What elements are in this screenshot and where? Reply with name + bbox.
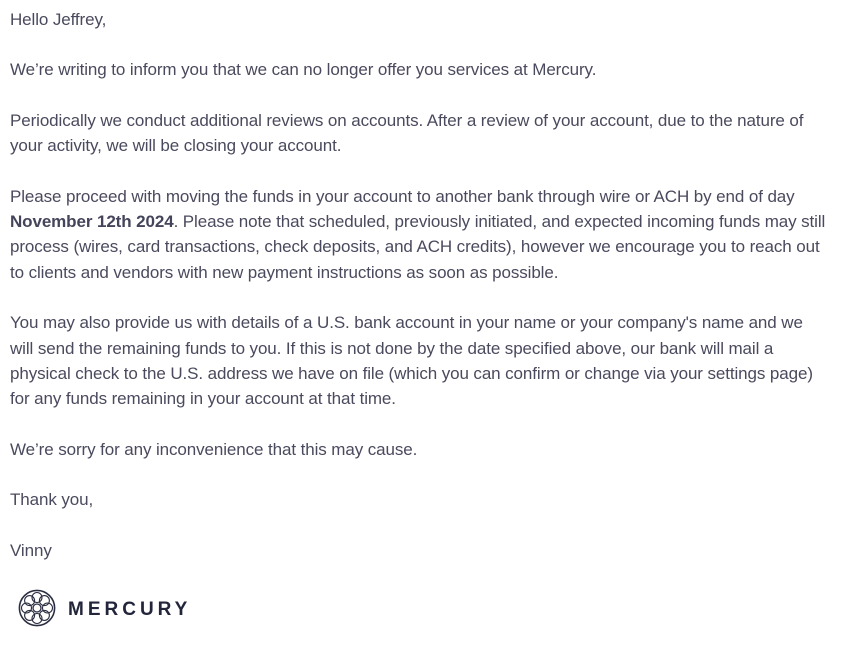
mercury-logo — [10, 588, 828, 628]
paragraph-apology: We’re sorry for any inconvenience that this may cause. — [10, 439, 418, 459]
paragraph-funds — [10, 184, 828, 286]
mercury-logo-icon — [18, 589, 56, 627]
greeting: Hello Jeffrey, — [10, 10, 107, 29]
paragraph-review: Periodically we conduct additional reviews on accounts. After a review of your account, due to the nature of your activity, we will be closing your account. — [10, 110, 804, 156]
funds-text-before-date: Please proceed with moving the funds in your account to another bank through wire or ACH by end of day — [10, 186, 795, 206]
paragraph-intro: We’re writing to inform you that we can no longer offer you services at Mercury. — [10, 60, 597, 80]
sender-name: Vinny — [10, 540, 52, 560]
funds-text-after-date: . Please note that scheduled, previously initiated, and expected incoming funds may still process (wires, card transactions, check deposits, and ACH credits), however we encourage you to reach out to clients and vendors with new payment instructions as soon as possible. — [10, 212, 826, 282]
deadline-date: November 12th 2024 — [10, 212, 174, 232]
paragraph-remaining-funds: You may also provide us with details of a U.S. bank account in your name or your company's name and we will send the remaining funds to you. If this is not done by the date specified above, our bank will mail a physical check to the U.S. address we have on file (which you can confirm or change via your settings page) for any funds remaining in your account at that time. — [10, 313, 813, 409]
closing: Thank you, — [10, 490, 94, 510]
mercury-wordmark: MERCURY — [68, 598, 192, 620]
